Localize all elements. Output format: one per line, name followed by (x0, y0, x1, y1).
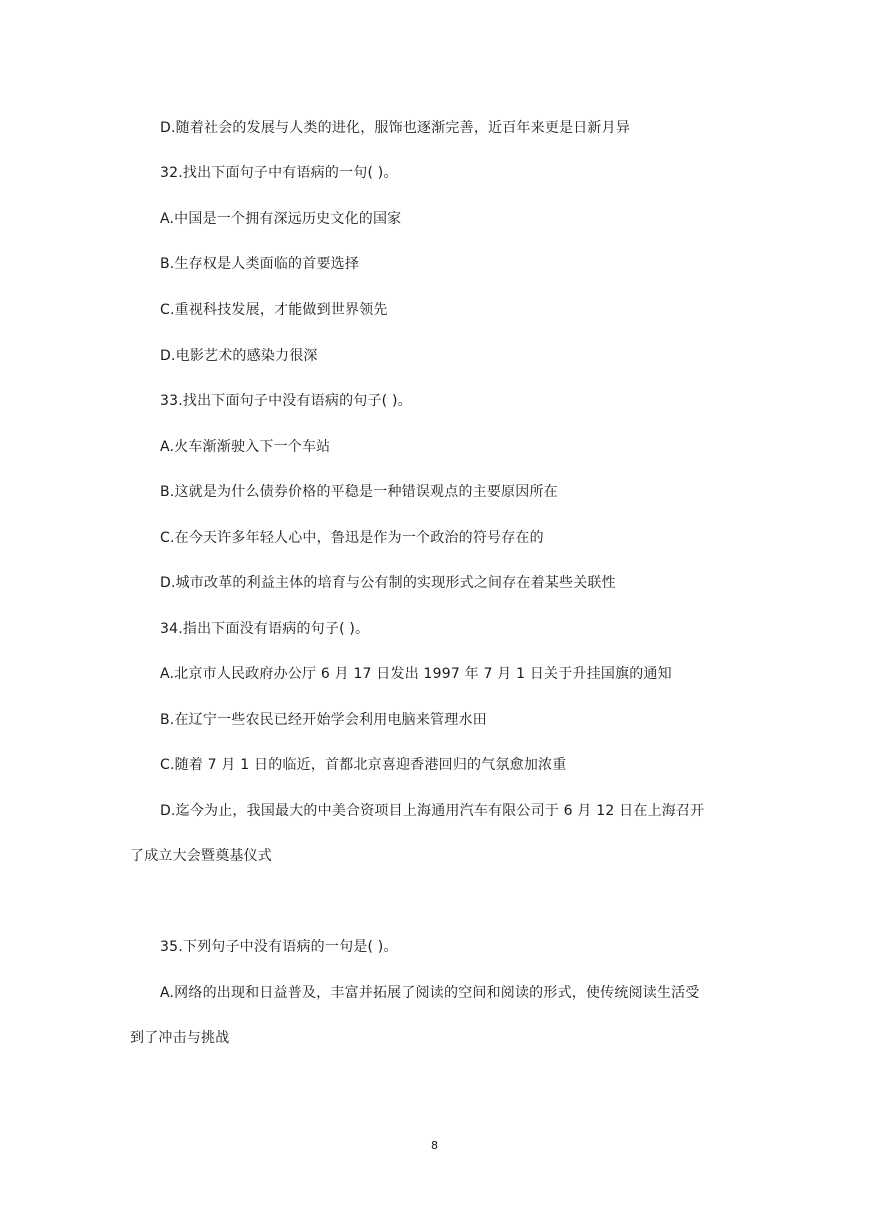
q33-option-c: C.在今天许多年轻人心中，鲁迅是作为一个政治的符号存在的 (160, 530, 544, 546)
q34-option-d: D.迄今为止，我国最大的中美合资项目上海通用汽车有限公司于 6 月 12 日在上海召开 (160, 803, 705, 819)
q33-option-b: B.这就是为什么债券价格的平稳是一种错误观点的主要原因所在 (160, 484, 558, 500)
q35-option-a: A.网络的出现和日益普及，丰富并拓展了阅读的空间和阅读的形式，使传统阅读生活受 (160, 985, 700, 1001)
q32-option-d: D.电影艺术的感染力很深 (160, 348, 318, 364)
q34-option-b: B.在辽宁一些农民已经开始学会利用电脑来管理水田 (160, 712, 487, 728)
q35-stem: 35.下列句子中没有语病的一句是( )。 (160, 939, 398, 955)
q34-option-c: C.随着 7 月 1 日的临近，首都北京喜迎香港回归的气氛愈加浓重 (160, 757, 567, 773)
q32-option-b: B.生存权是人类面临的首要选择 (160, 256, 360, 272)
q32-stem: 32.找出下面句子中有语病的一句( )。 (160, 165, 398, 181)
q32-option-a: A.中国是一个拥有深远历史文化的国家 (160, 211, 402, 227)
q34-option-d-continuation: 了成立大会暨奠基仪式 (130, 848, 272, 864)
q33-stem: 33.找出下面句子中没有语病的句子( )。 (160, 393, 412, 409)
q34-option-a: A.北京市人民政府办公厅 6 月 17 日发出 1997 年 7 月 1 日关于升挂国旗的通知 (160, 666, 672, 682)
q31-option-d: D.随着社会的发展与人类的进化，服饰也逐渐完善，近百年来更是日新月异 (160, 120, 631, 136)
q35-option-a-continuation: 到了冲击与挑战 (130, 1030, 230, 1046)
page-number: 8 (431, 1139, 438, 1152)
q33-option-a: A.火车渐渐驶入下一个车站 (160, 439, 331, 455)
q33-option-d: D.城市改革的利益主体的培育与公有制的实现形式之间存在着某些关联性 (160, 575, 616, 591)
q32-option-c: C.重视科技发展，才能做到世界领先 (160, 302, 388, 318)
q34-stem: 34.指出下面没有语病的句子( )。 (160, 621, 370, 637)
